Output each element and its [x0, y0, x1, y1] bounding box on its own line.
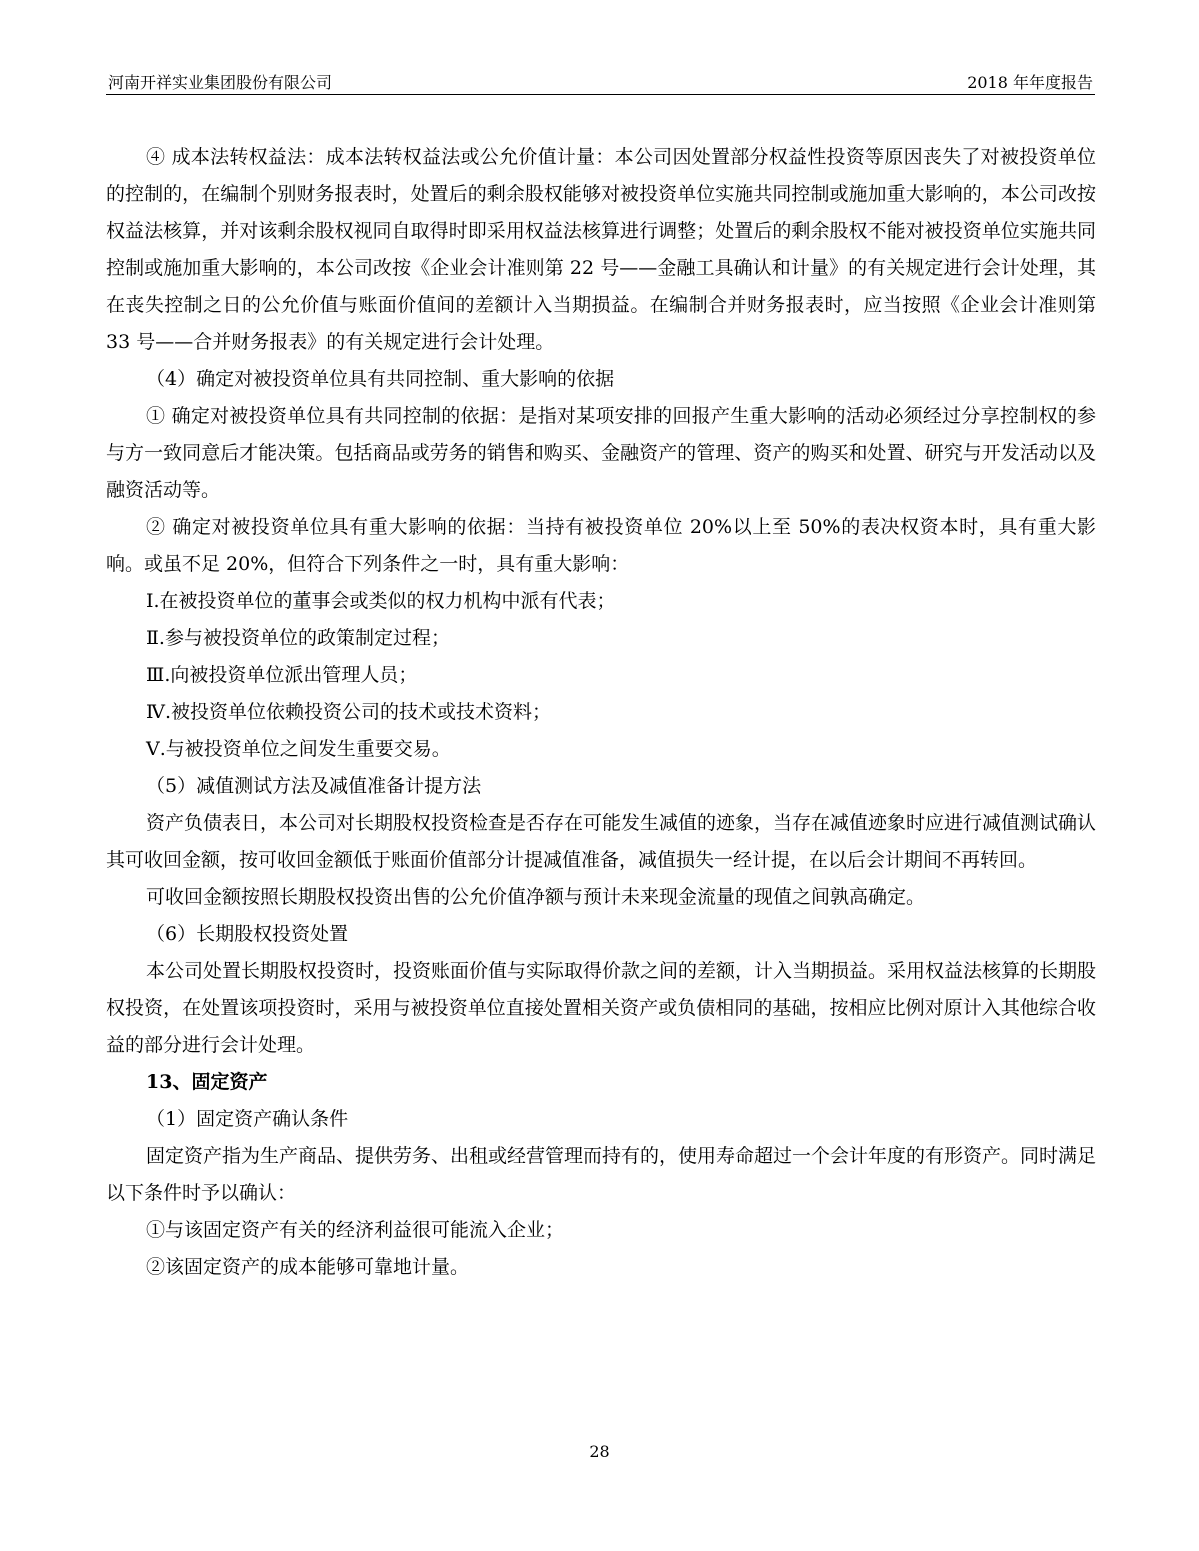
- subheading-control-influence-basis: （4）确定对被投资单位具有共同控制、重大影响的依据: [146, 368, 615, 390]
- paragraph-disposal: 本公司处置长期股权投资时，投资账面价值与实际取得价款之间的差额，计入当期损益。采用权益法核算的长期股权投资，在处置该项投资时，采用与被投资单位直接处置相关资产或负债相同的基础，按相应比例对原计入其他综合收益的部分进行会计处理。: [106, 960, 1097, 1056]
- header-report-title: 2018 年年度报告: [967, 73, 1093, 92]
- paragraph-impairment-test: 资产负债表日，本公司对长期股权投资检查是否存在可能发生减值的迹象，当存在减值迹象时应进行减值测试确认其可收回金额，按可收回金额低于账面价值部分计提减值准备，减值损失一经计提，在以后会计期间不再转回。: [106, 812, 1097, 871]
- list-item-recognition-2: ②该固定资产的成本能够可靠地计量。: [146, 1256, 470, 1278]
- paragraph-significant-influence-basis: ② 确定对被投资单位具有重大影响的依据：当持有被投资单位 20%以上至 50%的表决权资本时，具有重大影响。或虽不足 20%，但符合下列条件之一时，具有重大影响：: [106, 516, 1096, 575]
- subheading-impairment-method: （5）减值测试方法及减值准备计提方法: [146, 775, 482, 797]
- page-number: 28: [589, 1442, 610, 1461]
- paragraph-cost-to-equity: ④ 成本法转权益法：成本法转权益法或公允价值计量：本公司因处置部分权益性投资等原因丧失了对被投资单位的控制的，在编制个别财务报表时，处置后的剩余股权能够对被投资单位实施共同控制或施加重大影响的，本公司改按权益法核算，并对该剩余股权视同自取得时即采用权益法核算进行调整；处置后的剩余股权不能对被投资单位实施共同控制或施加重大影响的，本公司改按《企业会计准则第 22 号——金融工具确认和计量》的有关规定进行会计处理，其在丧失控制之日的公允价值与账面价值间的差额计入当期损益。在编制合并财务报表时，应当按照《企业会计准则第 33 号——合并财务报表》的有关规定进行会计处理。: [106, 146, 1096, 353]
- subheading-recognition-conditions: （1）固定资产确认条件: [146, 1108, 349, 1130]
- document-body: [106, 139, 1096, 1286]
- page-header: [106, 64, 1095, 95]
- list-item-recognition-1: ①与该固定资产有关的经济利益很可能流入企业；: [146, 1219, 565, 1241]
- section-heading-fixed-assets: 13、固定资产: [146, 1071, 268, 1093]
- paragraph-joint-control-basis: ① 确定对被投资单位具有共同控制的依据：是指对某项安排的回报产生重大影响的活动必须经过分享控制权的参与方一致同意后才能决策。包括商品或劳务的销售和购买、金融资产的管理、资产的购买和处置、研究与开发活动以及融资活动等。: [106, 405, 1096, 501]
- list-item-condition-5: Ⅴ.与被投资单位之间发生重要交易。: [146, 738, 451, 760]
- list-item-condition-2: Ⅱ.参与被投资单位的政策制定过程；: [146, 627, 450, 649]
- paragraph-recoverable-amount: 可收回金额按照长期股权投资出售的公允价值净额与预计未来现金流量的现值之间孰高确定。: [146, 886, 926, 908]
- paragraph-fixed-asset-definition: 固定资产指为生产商品、提供劳务、出租或经营管理而持有的，使用寿命超过一个会计年度的有形资产。同时满足以下条件时予以确认：: [106, 1145, 1097, 1204]
- subheading-disposal: （6）长期股权投资处置: [146, 923, 349, 945]
- list-item-condition-1: Ⅰ.在被投资单位的董事会或类似的权力机构中派有代表；: [146, 590, 616, 612]
- list-item-condition-4: Ⅳ.被投资单位依赖投资公司的技术或技术资料；: [146, 701, 552, 723]
- header-company-name: 河南开祥实业集团股份有限公司: [108, 73, 333, 92]
- list-item-condition-3: Ⅲ.向被投资单位派出管理人员；: [146, 664, 418, 686]
